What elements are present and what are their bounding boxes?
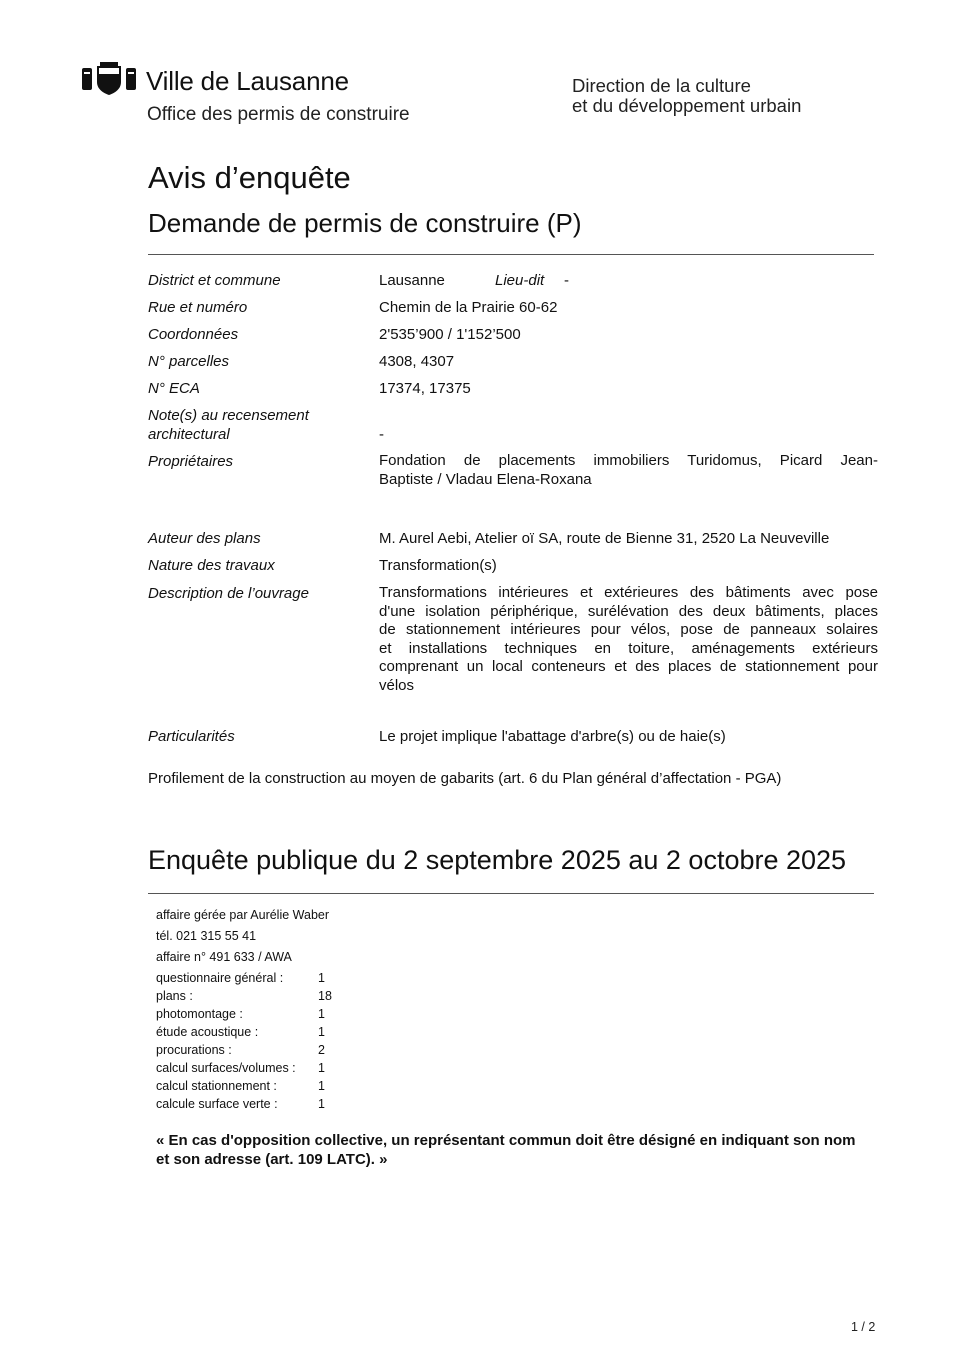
- street-label: Rue et numéro: [148, 299, 248, 316]
- department-name: [572, 76, 801, 116]
- parcels-value: 4308, 4307: [379, 353, 455, 370]
- description-line-4: et installations techniques en toiture, aménagements extérieurs: [379, 639, 878, 657]
- phone: tél. 021 315 55 41: [156, 929, 257, 943]
- lausanne-crest-icon: [80, 62, 138, 96]
- document-count: 18: [318, 989, 332, 1003]
- document-label: calcule surface verte :: [156, 1097, 278, 1111]
- description-line-1: Transformations intérieures et extérieures des bâtiments avec pose: [379, 584, 878, 601]
- document-label: plans :: [156, 989, 193, 1003]
- lieu-dit-value: -: [564, 272, 569, 289]
- department-line-1: Direction de la culture: [572, 75, 751, 96]
- description-line-3: de stationnement intérieures pour vélos, pose de panneaux solaires: [379, 621, 878, 639]
- document-label: calcul surfaces/volumes :: [156, 1061, 296, 1075]
- document-label: photomontage :: [156, 1007, 243, 1021]
- owners-line-1: Fondation de placements immobiliers Turidomus, Picard Jean-: [379, 452, 878, 469]
- eca-value: 17374, 17375: [379, 380, 471, 397]
- description-label: Description de l’ouvrage: [148, 585, 309, 602]
- district-label: District et commune: [148, 272, 281, 289]
- document-count: 1: [318, 1007, 325, 1021]
- owners-line-2: Baptiste / Vladau Elena-Roxana: [379, 470, 592, 488]
- description-value: [379, 584, 878, 696]
- notice-subtitle: Demande de permis de construire (P): [148, 208, 582, 238]
- document-count: 1: [318, 1061, 325, 1075]
- owners-value: [379, 452, 878, 489]
- owners-label: Propriétaires: [148, 453, 234, 470]
- lieu-dit-label: Lieu-dit: [495, 272, 545, 289]
- document-count: 2: [318, 1043, 325, 1057]
- street-value: Chemin de la Prairie 60-62: [379, 299, 558, 316]
- description-line-2: d'une isolation périphérique, surélévation des deux bâtiments, places: [379, 602, 878, 620]
- document-count: 1: [318, 1097, 325, 1111]
- profiling-note: Profilement de la construction au moyen de gabarits (art. 6 du Plan général d’affectation - PGA): [148, 770, 782, 787]
- divider-inquiry: [148, 893, 874, 894]
- author-label: Auteur des plans: [148, 530, 261, 547]
- particular-value: Le projet implique l'abattage d'arbre(s) ou de haie(s): [379, 728, 726, 745]
- notice-title: Avis d’enquête: [148, 160, 351, 195]
- description-line-5: comprenant un local conteneurs et des places de stationnement pour: [379, 658, 878, 676]
- document-count: 1: [318, 971, 325, 985]
- document-count: 1: [318, 1025, 325, 1039]
- brand-subtitle: Office des permis de construire: [147, 104, 410, 125]
- particular-label: Particularités: [148, 728, 235, 745]
- note-value: -: [379, 426, 384, 443]
- works-label: Nature des travaux: [148, 557, 275, 574]
- note-label-line-1: Note(s) au recensement: [148, 407, 309, 424]
- brand-title: Ville de Lausanne: [146, 66, 349, 96]
- eca-label: N° ECA: [148, 380, 200, 397]
- district-value: Lausanne: [379, 272, 445, 289]
- document-label: procurations :: [156, 1043, 232, 1057]
- document-count: 1: [318, 1079, 325, 1093]
- document-label: calcul stationnement :: [156, 1079, 277, 1093]
- divider-top: [148, 254, 874, 255]
- document-label: étude acoustique :: [156, 1025, 259, 1039]
- managed-by: affaire gérée par Aurélie Waber: [156, 908, 330, 922]
- coords-label: Coordonnées: [148, 326, 239, 343]
- description-line-6: vélos: [379, 676, 415, 694]
- note-label-line-2: architectural: [148, 426, 230, 443]
- works-value: Transformation(s): [379, 557, 497, 574]
- page-number: 1 / 2: [851, 1320, 876, 1334]
- case-number: affaire n° 491 633 / AWA: [156, 950, 292, 964]
- author-value: M. Aurel Aebi, Atelier oï SA, route de Bienne 31, 2520 La Neuveville: [379, 530, 830, 547]
- coords-value: 2'535’900 / 1'152’500: [379, 326, 521, 343]
- parcels-label: N° parcelles: [148, 353, 230, 370]
- inquiry-title: Enquête publique du 2 septembre 2025 au 2 octobre 2025: [148, 845, 847, 875]
- department-line-2: et du développement urbain: [572, 95, 802, 116]
- document-label: questionnaire général :: [156, 971, 284, 985]
- opposition-notice: « En cas d'opposition collective, un représentant commun doit être désigné en indiquant son nom et son adresse (art. 109 LATC). »: [156, 1132, 856, 1168]
